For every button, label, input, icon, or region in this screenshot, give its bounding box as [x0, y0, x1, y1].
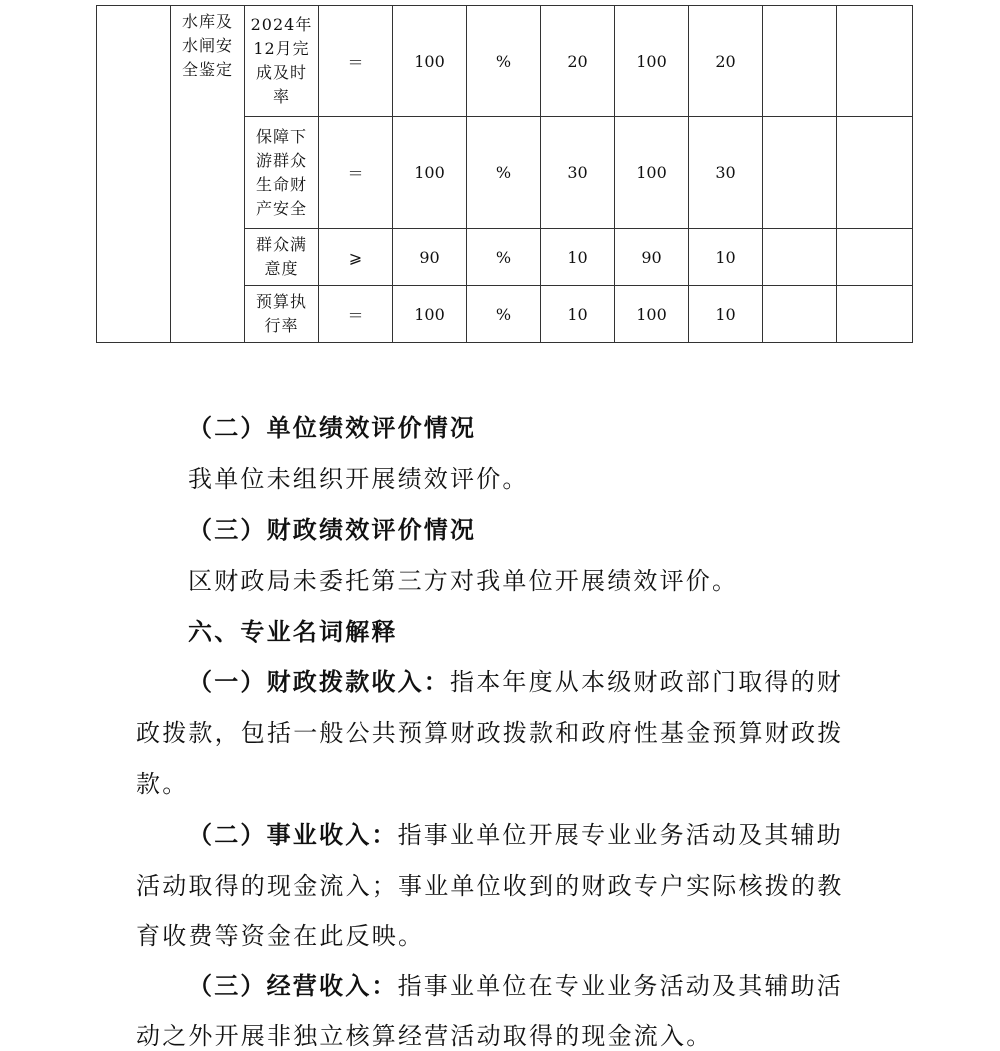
term3-line2: 动之外开展非独立核算经营活动取得的现金流入。: [136, 1022, 713, 1050]
actual-cell: 100: [615, 6, 689, 117]
term3-title: （三）经营收入：: [188, 971, 398, 1000]
term2-line3: 育收费等资金在此反映。: [136, 922, 425, 950]
operator-cell: ＝: [319, 117, 393, 229]
table-cell-empty: [837, 6, 913, 117]
weight-cell: 30: [541, 117, 615, 229]
actual-cell: 100: [615, 117, 689, 229]
indicator-cell: 预算执行率: [245, 286, 319, 343]
term3-text: 指事业单位在专业业务活动及其辅助活: [397, 972, 844, 1000]
term2-title: （二）事业收入：: [188, 820, 398, 849]
operator-cell: ＝: [319, 286, 393, 343]
term2-line1: [188, 815, 843, 850]
category-cell: 水库及水闸安全鉴定: [171, 6, 245, 343]
indicator-cell: 2024年12月完成及时率: [245, 6, 319, 117]
table-cell-empty: [837, 229, 913, 286]
term1-line2: 政拨款，包括一般公共预算财政拨款和政府性基金预算财政拨: [136, 719, 844, 747]
term1-text: 指本年度从本级财政部门取得的财: [450, 668, 843, 696]
table-cell-empty: [763, 229, 837, 286]
term1-title: （一）财政拨款收入：: [188, 667, 450, 696]
term2-text: 指事业单位开展专业业务活动及其辅助: [397, 821, 844, 849]
table-cell-empty: [837, 117, 913, 229]
term1-line1: [188, 662, 843, 697]
term1-line3: 款。: [136, 770, 189, 798]
performance-table: [96, 5, 913, 343]
actual-cell: 90: [615, 229, 689, 286]
indicator-cell: 保障下游群众生命财产安全: [245, 117, 319, 229]
table-cell-empty: [837, 286, 913, 343]
weight-cell: 10: [541, 229, 615, 286]
score-cell: 20: [689, 6, 763, 117]
indicator-cell: 群众满意度: [245, 229, 319, 286]
actual-cell: 100: [615, 286, 689, 343]
weight-cell: 10: [541, 286, 615, 343]
operator-cell: ⩾: [319, 229, 393, 286]
term2-line2: 活动取得的现金流入；事业单位收到的财政专户实际核拨的教: [136, 872, 844, 900]
target-cell: 100: [393, 286, 467, 343]
unit-eval-heading: （二）单位绩效评价情况: [188, 413, 477, 442]
unit-cell: %: [467, 6, 541, 117]
weight-cell: 20: [541, 6, 615, 117]
fiscal-eval-heading: （三）财政绩效评价情况: [188, 515, 477, 544]
fiscal-eval-text: 区财政局未委托第三方对我单位开展绩效评价。: [188, 567, 739, 595]
operator-cell: ＝: [319, 6, 393, 117]
score-cell: 10: [689, 229, 763, 286]
unit-cell: %: [467, 229, 541, 286]
score-cell: 30: [689, 117, 763, 229]
table-cell-empty: [763, 117, 837, 229]
unit-cell: %: [467, 117, 541, 229]
unit-cell: %: [467, 286, 541, 343]
unit-eval-text: 我单位未组织开展绩效评价。: [188, 465, 529, 493]
table-cell-empty: [763, 6, 837, 117]
table-row: [97, 6, 913, 117]
target-cell: 100: [393, 117, 467, 229]
glossary-heading: 六、专业名词解释: [188, 617, 398, 646]
target-cell: 100: [393, 6, 467, 117]
score-cell: 10: [689, 286, 763, 343]
table-cell-empty: [763, 286, 837, 343]
target-cell: 90: [393, 229, 467, 286]
term3-line1: [188, 966, 843, 1001]
table-cell-empty: [97, 6, 171, 343]
